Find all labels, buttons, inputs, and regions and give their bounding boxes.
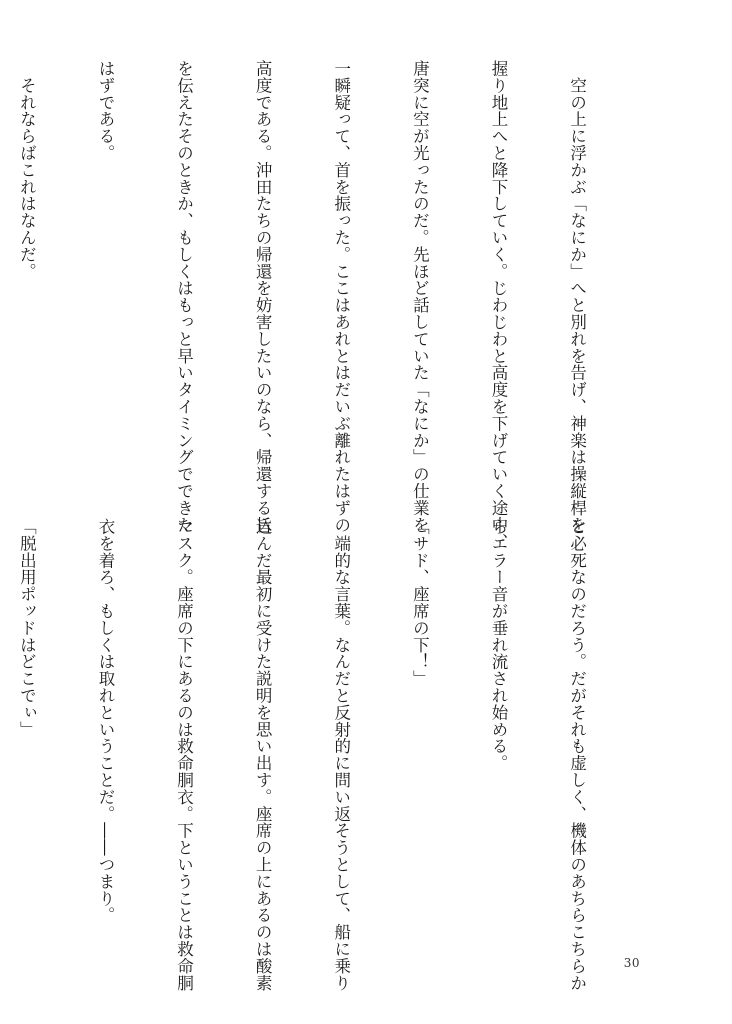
text-line: マスク。座席の下にあるのは救命胴衣。下ということは救命胴 <box>174 518 194 992</box>
text-line: と必死なのだろう。だがそれも虚しく、機体のあちらこちらか <box>567 518 587 992</box>
upper-text-block <box>17 60 642 551</box>
text-line: を伝えたそのときか、もしくはもっと早いタイミングでできた <box>174 60 194 534</box>
text-line: 「サド、座席の下！」 <box>410 518 430 687</box>
page-number: 30 <box>623 956 640 970</box>
text-line: 唐突に空が光ったのだ。先ほど話していた「なにか」の仕業を <box>410 60 430 534</box>
text-line: 端的な言葉。なんだと反射的に問い返そうとして、船に乗り <box>331 518 351 992</box>
text-line: 一瞬疑って、首を振った。ここはあれとはだいぶ離れたはずの <box>331 60 351 534</box>
text-line: 衣を着ろ、もしくは取れということだ。――つまり。 <box>95 518 115 924</box>
text-line: それならばこれはなんだ。 <box>17 60 37 280</box>
text-line: 高度である。沖田たちの帰還を妨害したいのなら、帰還する旨 <box>253 60 273 534</box>
text-line: らエラー音が垂れ流され始める。 <box>488 518 508 772</box>
text-line: 込んだ最初に受けた説明を思い出す。座席の上にあるのは酸素 <box>253 518 273 992</box>
text-line: 空の上に浮かぶ「なにか」へと別れを告げ、神楽は操縦桿を <box>567 60 587 534</box>
text-line: 握り地上へと降下していく。じわじわと高度を下げていく途中、 <box>488 60 508 551</box>
text-line: 「脱出用ポッドはどこでぃ」 <box>17 518 37 738</box>
text-line: はずである。 <box>95 60 115 162</box>
